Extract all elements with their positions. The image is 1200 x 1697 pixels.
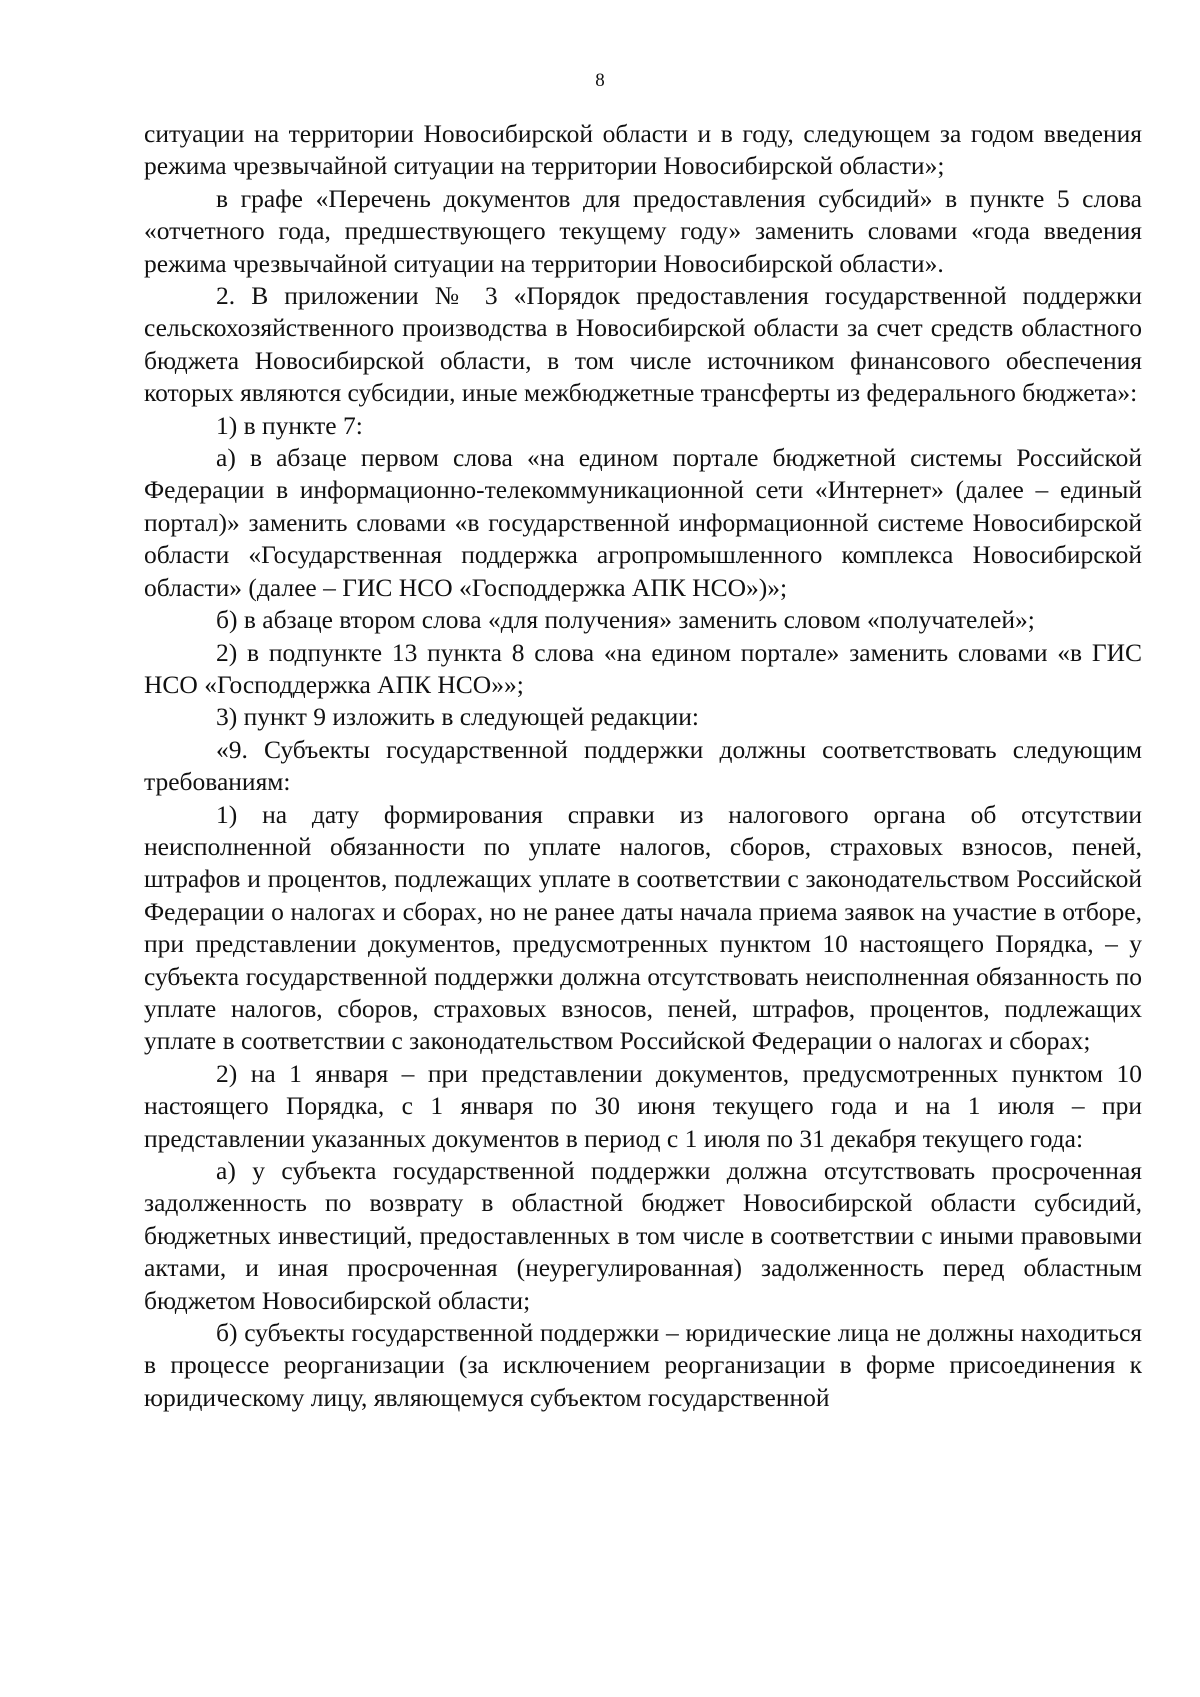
page-number: 8 xyxy=(595,70,605,91)
paragraph-continuation: ситуации на территории Новосибирской области и в году, следующем за годом введения режима чрезвычайной ситуации на территории Новосибирской области»; xyxy=(144,119,1142,181)
paragraph-subsidy-documents: в графе «Перечень документов для предоставления субсидий» в пункте 5 слова «отчетного года, предшествующего текущему году» заменить словами «года введения режима чрезвычайной ситуации на территории Новосибирской области». xyxy=(144,183,1142,278)
paragraph-item-9-intro: 3) пункт 9 изложить в следующей редакции: xyxy=(216,702,699,732)
document-body xyxy=(144,118,1142,1414)
paragraph-item-7a: а) в абзаце первом слова «на едином портале бюджетной системы Российской Федерации в информационно-телекоммуникационной сети «Интернет» (далее – единый портал)» заменить словами «в государственной информационной системе Новосибирской области «Государственная поддержка агропромышленного комплекса Новосибирской области» (далее – ГИС НСО «Господдержка АПК НСО»)»; xyxy=(144,443,1142,602)
paragraph-item-7: 1) в пункте 7: xyxy=(216,410,363,440)
paragraph-item-9-requirements: «9. Субъекты государственной поддержки должны соответствовать следующим требованиям: xyxy=(144,734,1142,797)
paragraph-item-7b: б) в абзаце втором слова «для получения» заменить словом «получателей»; xyxy=(216,605,1035,635)
paragraph-requirement-2: 2) на 1 января – при представлении документов, предусмотренных пунктом 10 настоящего Порядка, с 1 января по 30 июня текущего года и на 1 июля – при представлении указанных документов в период с 1 июля по 31 декабря текущего года: xyxy=(144,1058,1142,1153)
paragraph-item-8-13: 2) в подпункте 13 пункта 8 слова «на едином портале» заменить словами «в ГИС НСО «Господдержка АПК НСО»»; xyxy=(144,637,1142,699)
paragraph-requirement-2a: а) у субъекта государственной поддержки должна отсутствовать просроченная задолженность по возврату в областной бюджет Новосибирской области субсидий, бюджетных инвестиций, предоставленных в том числе в соответствии с иными правовыми актами, и иная просроченная (неурегулированная) задолженность перед областным бюджетом Новосибирской области; xyxy=(144,1156,1142,1315)
paragraph-requirement-1: 1) на дату формирования справки из налогового органа об отсутствии неисполненной обязанности по уплате налогов, сборов, страховых взносов, пеней, штрафов и процентов, подлежащих уплате в соответствии с законодательством Российской Федерации о налогах и сборах, но не ранее даты начала приема заявок на участие в отборе, при представлении документов, предусмотренных пунктом 10 настоящего Порядка, – у субъекта государственной поддержки должна отсутствовать неисполненная обязанность по уплате налогов, сборов, страховых взносов, пеней, штрафов, процентов, подлежащих уплате в соответствии с законодательством Российской Федерации о налогах и сборах; xyxy=(144,799,1142,1056)
paragraph-appendix-3: 2. В приложении № 3 «Порядок предоставления государственной поддержки сельскохозяйственного производства в Новосибирской области за счет средств областного бюджета Новосибирской области, в том числе источником финансового обеспечения которых являются субсидии, иные межбюджетные трансферты из федерального бюджета»: xyxy=(144,281,1142,408)
paragraph-requirement-2b: б) субъекты государственной поддержки – юридические лица не должны находиться в процессе реорганизации (за исключением реорганизации в форме присоединения к юридическому лицу, являющемуся субъектом государственной xyxy=(144,1318,1142,1412)
